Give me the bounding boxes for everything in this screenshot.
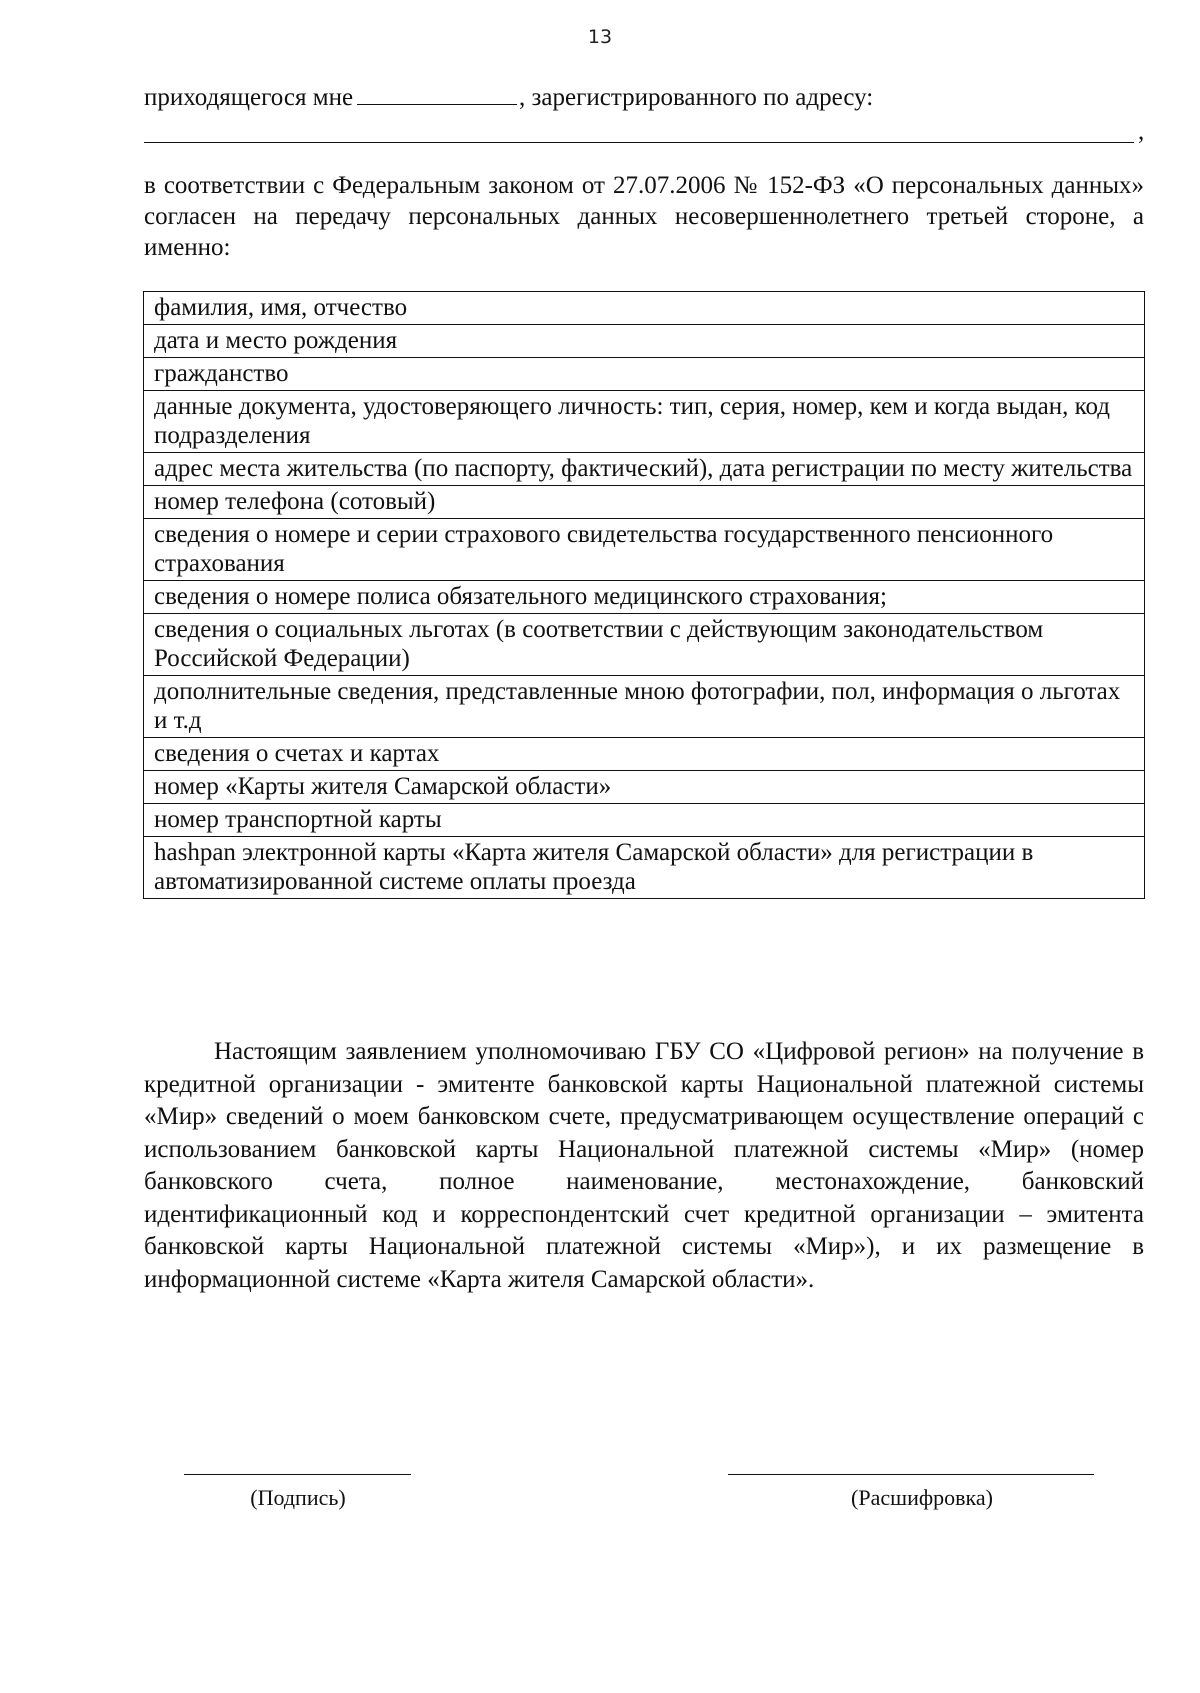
page-number: 13 — [587, 26, 613, 48]
table-cell: номер «Карты жителя Самарской области» — [144, 771, 1145, 804]
header-prefix: приходящегося мне — [144, 84, 354, 111]
table-row — [144, 804, 1145, 837]
table-row — [144, 581, 1145, 614]
table-cell: фамилия, имя, отчество — [144, 292, 1145, 325]
table-row — [144, 486, 1145, 519]
table-row — [144, 358, 1145, 391]
table-cell: сведения о номере полиса обязательного медицинского страхования; — [144, 581, 1145, 614]
table-cell: номер телефона (сотовый) — [144, 486, 1145, 519]
table-row — [144, 614, 1145, 676]
address-comma: , — [1138, 118, 1145, 145]
table-row — [144, 676, 1145, 738]
address-blank-field[interactable] — [144, 140, 1134, 143]
personal-data-table — [143, 291, 1145, 899]
table-cell: дополнительные сведения, представленные мною фотографии, пол, информация о льготах и т.д — [144, 676, 1145, 738]
table-cell: сведения о социальных льготах (в соответствии с действующим законодательством Российской Федерации) — [144, 614, 1145, 676]
table-row — [144, 453, 1145, 486]
signature-label: (Подпись) — [250, 1485, 346, 1510]
header-suffix: , зарегистрированного по адресу: — [519, 84, 874, 111]
table-row — [144, 391, 1145, 453]
table-row — [144, 837, 1145, 899]
header-line — [144, 84, 984, 112]
signature-line[interactable] — [184, 1472, 411, 1475]
table-cell: данные документа, удостоверяющего личность: тип, серия, номер, кем и когда выдан, код подразделения — [144, 391, 1145, 453]
table-cell: сведения о номере и серии страхового свидетельства государственного пенсионного страхования — [144, 519, 1145, 581]
share-blank-field[interactable] — [357, 84, 517, 105]
table-row — [144, 738, 1145, 771]
table-cell: гражданство — [144, 358, 1145, 391]
table-row — [144, 325, 1145, 358]
table-cell: дата и место рождения — [144, 325, 1145, 358]
table-cell: номер транспортной карты — [144, 804, 1145, 837]
table-row — [144, 519, 1145, 581]
authorization-paragraph: Настоящим заявлением уполномочиваю ГБУ СО «Цифровой регион» на получение в кредитной организации - эмитенте банковской карты Национальной платежной системы «Мир» сведений о моем банковском счете, предусматривающем осуществление операций с использованием банковской карты Национальной платежной системы «Мир» (номер банковского счета, полное наименование, местонахождение, банковский идентификационный код и корреспондентский счет кредитной организации – эмитента банковской карты Национальной платежной системы «Мир»), и их размещение в информационной системе «Карта жителя Самарской области». — [144, 1038, 1144, 1293]
table-row — [144, 292, 1145, 325]
consent-intro-paragraph: в соответствии с Федеральным законом от 27.07.2006 № 152-ФЗ «О персональных данных» согласен на передачу персональных данных несовершеннолетнего третьей стороне, а именно: — [144, 172, 1144, 261]
table-cell: сведения о счетах и картах — [144, 738, 1145, 771]
table-cell: hashpan электронной карты «Карта жителя Самарской области» для регистрации в автоматизированной системе оплаты проезда — [144, 837, 1145, 899]
transcript-line[interactable] — [728, 1472, 1094, 1475]
table-row — [144, 771, 1145, 804]
transcript-label: (Расшифровка) — [851, 1485, 993, 1510]
table-cell: адрес места жительства (по паспорту, фактический), дата регистрации по месту жительства — [144, 453, 1145, 486]
